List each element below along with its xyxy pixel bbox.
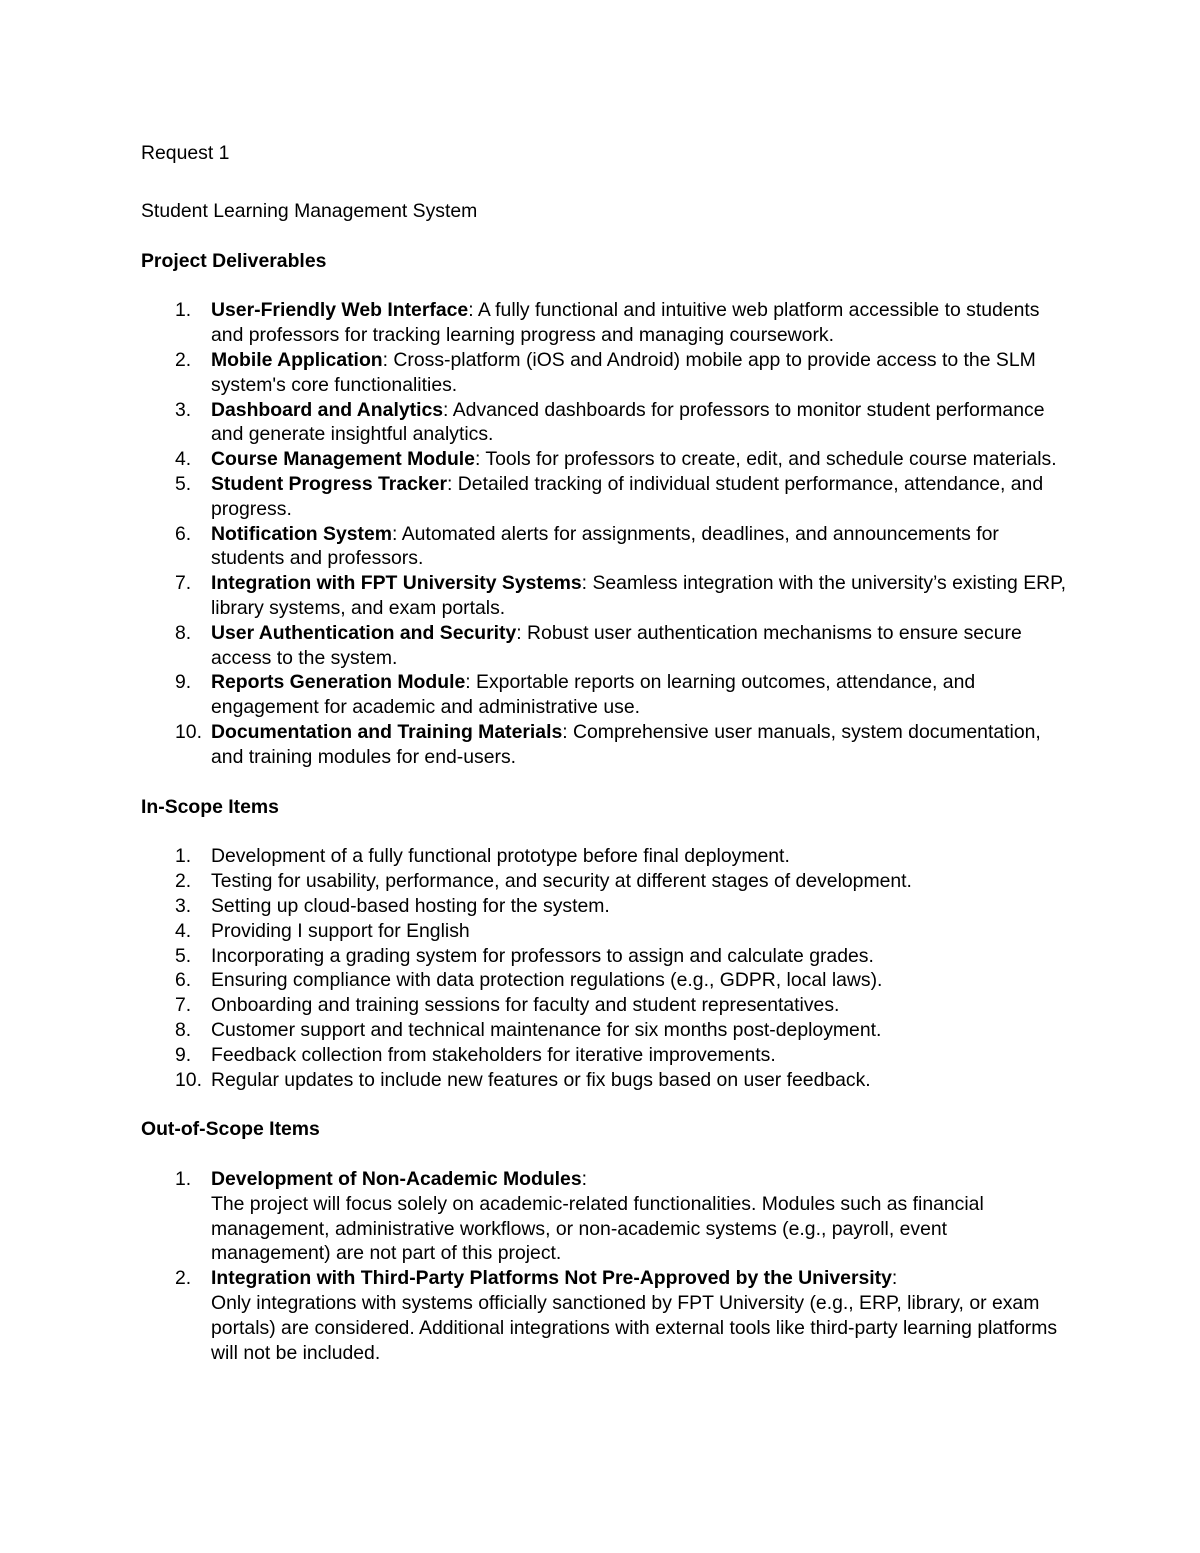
item-term: Dashboard and Analytics	[211, 398, 444, 421]
item-text: : Automated alerts for assignments, deadlines, and announcements for students and professors.	[211, 522, 999, 570]
list-number: 1.	[175, 1168, 192, 1191]
list-item	[141, 472, 1066, 522]
list-item	[141, 993, 1066, 1018]
item-term: Reports Generation Module	[211, 671, 466, 694]
list-number: 6.	[175, 522, 192, 545]
deliverables-heading: Project Deliverables	[141, 249, 327, 272]
deliverables-list	[141, 298, 1066, 769]
item-text: Setting up cloud-based hosting for the system.	[211, 894, 610, 917]
item-term: Documentation and Training Materials	[211, 720, 563, 743]
list-item	[141, 919, 1066, 944]
item-term: Notification System	[211, 522, 393, 545]
list-number: 6.	[175, 969, 192, 992]
item-text: : Tools for professors to create, edit, and schedule course materials.	[474, 448, 1057, 471]
list-number: 9.	[175, 1043, 192, 1066]
list-item	[141, 398, 1066, 448]
item-text: Customer support and technical maintenance for six months post-deployment.	[211, 1018, 882, 1041]
list-number: 2.	[175, 870, 192, 893]
list-item	[141, 1266, 1066, 1365]
list-number: 7.	[175, 572, 192, 595]
list-number: 9.	[175, 671, 192, 694]
item-term: Course Management Module	[211, 448, 475, 471]
item-text: Regular updates to include new features or fix bugs based on user feedback.	[211, 1068, 871, 1091]
item-text: Testing for usability, performance, and security at different stages of development.	[211, 870, 912, 893]
list-item	[141, 571, 1066, 621]
list-number: 10.	[175, 1068, 202, 1091]
item-term: Student Progress Tracker	[211, 472, 448, 495]
list-number: 5.	[175, 472, 192, 495]
list-item	[141, 968, 1066, 993]
list-item	[141, 522, 1066, 572]
item-text: Providing I support for English	[211, 919, 470, 942]
list-item	[141, 348, 1066, 398]
item-term: User Authentication and Security	[211, 621, 517, 644]
document-title: Request 1	[141, 142, 230, 164]
document-subtitle: Student Learning Management System	[141, 199, 478, 222]
document-page	[141, 141, 1066, 1390]
list-item	[141, 1167, 1066, 1266]
item-term: User-Friendly Web Interface	[211, 299, 469, 322]
item-term: Mobile Application	[211, 348, 383, 371]
item-text: Feedback collection from stakeholders for iterative improvements.	[211, 1043, 776, 1066]
in-scope-list	[141, 844, 1066, 1092]
item-colon: :	[581, 1168, 588, 1191]
list-item	[141, 298, 1066, 348]
item-text: : Robust user authentication mechanisms to ensure secure access to the system.	[211, 621, 1022, 669]
list-item	[141, 670, 1066, 720]
item-text: : A fully functional and intuitive web platform accessible to students and professors for tracking learning progress and managing coursework.	[211, 299, 1040, 347]
list-item	[141, 894, 1066, 919]
item-term: Development of Non-Academic Modules	[211, 1168, 582, 1191]
item-text: : Exportable reports on learning outcomes, attendance, and engagement for academic and administrative use.	[211, 671, 976, 719]
list-item	[141, 621, 1066, 671]
out-of-scope-list	[141, 1167, 1066, 1365]
item-text: Only integrations with systems officially sanctioned by FPT University (e.g., ERP, library, or exam portals) are considered. Additional integrations with external tools like third-party learning platforms will not be included.	[211, 1292, 1058, 1364]
list-number: 8.	[175, 1018, 192, 1041]
list-number: 4.	[175, 448, 192, 471]
list-number: 3.	[175, 894, 192, 917]
list-number: 10.	[175, 720, 202, 743]
out-of-scope-heading: Out-of-Scope Items	[141, 1118, 320, 1141]
item-text: : Advanced dashboards for professors to monitor student performance and generate insightful analytics.	[211, 398, 1045, 446]
list-item	[141, 944, 1066, 969]
list-item	[141, 844, 1066, 869]
item-colon: :	[891, 1267, 898, 1290]
item-text: Development of a fully functional prototype before final deployment.	[211, 845, 790, 868]
list-number: 7.	[175, 994, 192, 1017]
list-number: 5.	[175, 944, 192, 967]
item-text: : Seamless integration with the university’s existing ERP, library systems, and exam portals.	[211, 572, 1066, 619]
list-item	[141, 1018, 1066, 1043]
item-term: Integration with Third-Party Platforms Not Pre-Approved by the University	[211, 1267, 892, 1290]
list-item	[141, 869, 1066, 894]
list-number: 1.	[175, 299, 192, 322]
item-text: Ensuring compliance with data protection regulations (e.g., GDPR, local laws).	[211, 969, 883, 992]
list-number: 2.	[175, 1267, 192, 1290]
item-text: : Cross-platform (iOS and Android) mobile app to provide access to the SLM system's core functionalities.	[211, 348, 1036, 396]
list-number: 1.	[175, 845, 192, 868]
list-item	[141, 720, 1066, 770]
item-text: Onboarding and training sessions for faculty and student representatives.	[211, 994, 840, 1017]
item-text: : Detailed tracking of individual student performance, attendance, and progress.	[211, 472, 1044, 520]
item-text: The project will focus solely on academic-related functionalities. Modules such as financial management, administrative workflows, or non-academic systems (e.g., payroll, event management) are not part of this project.	[211, 1192, 984, 1265]
list-item	[141, 447, 1066, 472]
item-term: Integration with FPT University Systems	[211, 572, 582, 595]
in-scope-heading: In-Scope Items	[141, 795, 279, 818]
list-item	[141, 1068, 1066, 1093]
list-number: 3.	[175, 398, 192, 421]
item-text: : Comprehensive user manuals, system documentation, and training modules for end-users.	[211, 720, 1041, 768]
item-text: Incorporating a grading system for professors to assign and calculate grades.	[211, 944, 874, 967]
list-number: 4.	[175, 919, 192, 942]
list-number: 8.	[175, 621, 192, 644]
list-number: 2.	[175, 348, 192, 371]
list-item	[141, 1043, 1066, 1068]
